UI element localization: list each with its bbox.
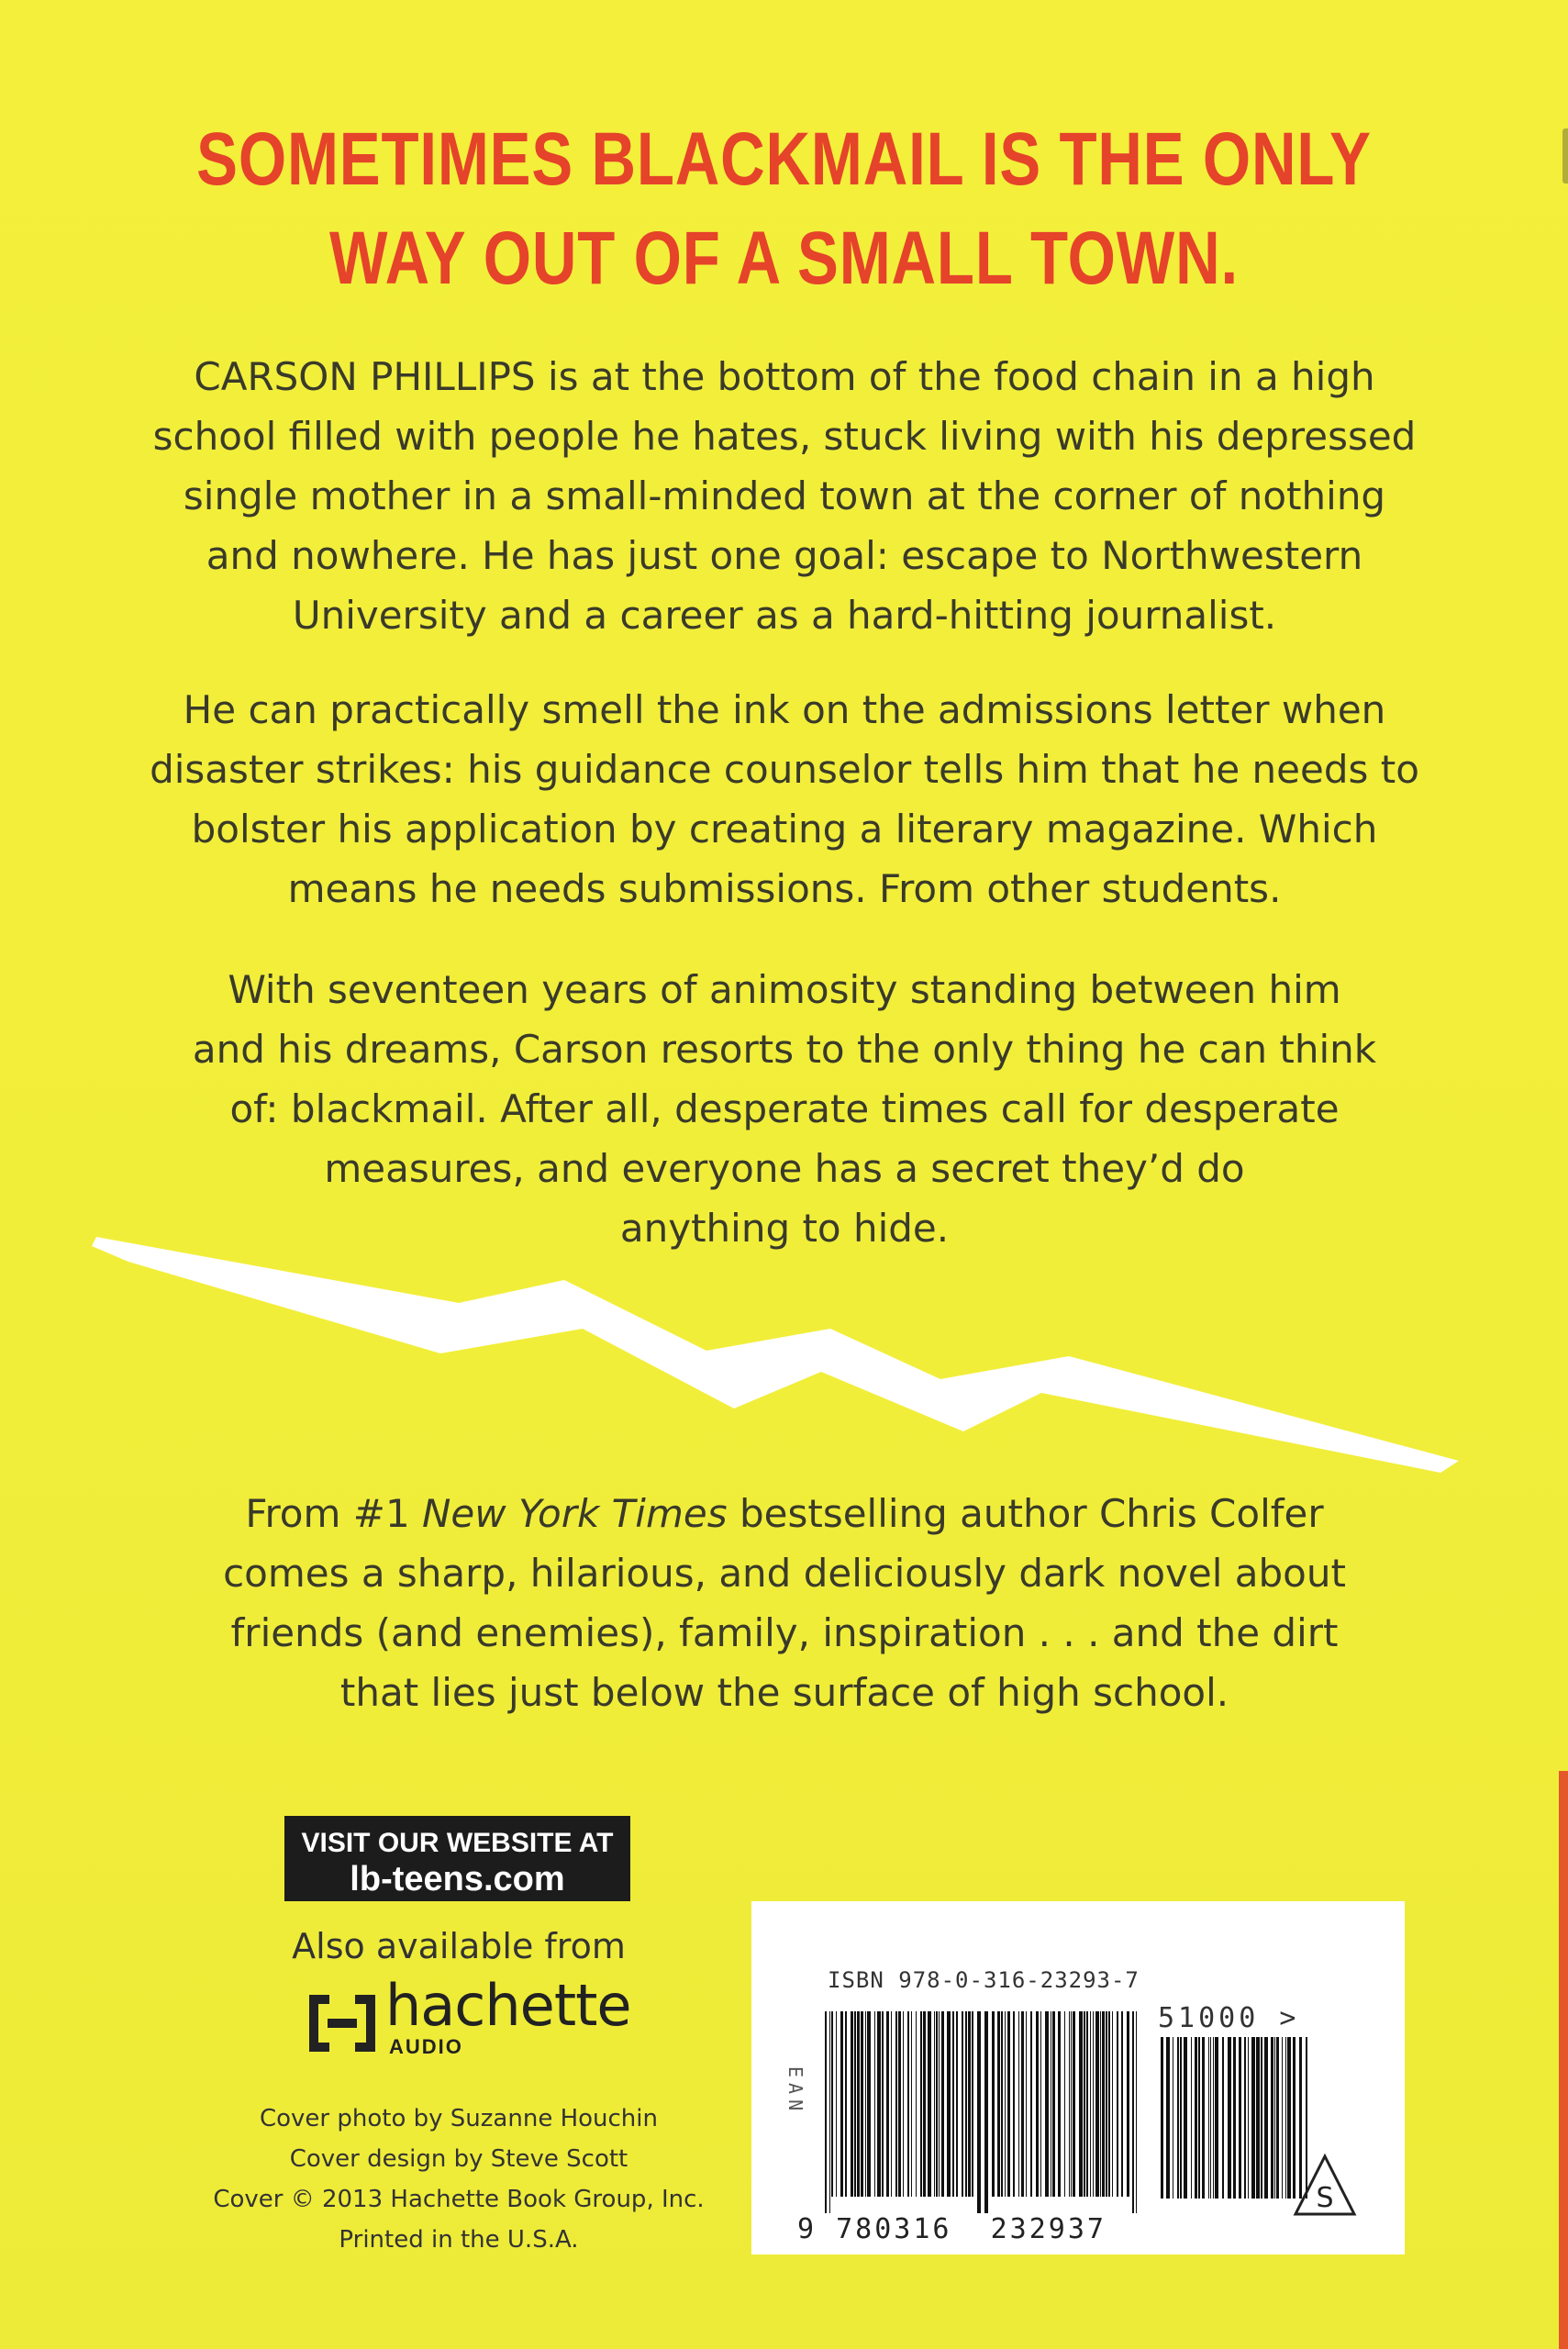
blurb-paragraph-4: [119, 1484, 1450, 1722]
blurb-line: anything to hide.: [619, 1206, 950, 1251]
blurb-line: that lies just below the surface of high school.: [339, 1670, 1229, 1715]
blurb-line: CARSON PHILLIPS is at the bottom of the food chain in a high: [194, 354, 1375, 399]
blurb-line: He can practically smell the ink on the admissions letter when: [183, 687, 1386, 732]
blurb-text: bestselling author Chris Colfer: [727, 1491, 1324, 1536]
headline-line-2: WAY OUT OF A SMALL TOWN.: [329, 217, 1239, 300]
credit-line: Cover photo by Suzanne Houchin: [259, 2105, 658, 2132]
website-box: [284, 1816, 630, 1901]
cover-credits: [174, 2099, 743, 2260]
blurb-line: of: blackmail. After all, desperate times call for desperate: [229, 1086, 1340, 1131]
blurb-line: school filled with people he hates, stuck living with his depressed: [152, 414, 1417, 459]
lightning-bolt-graphic: [0, 1211, 1568, 1505]
website-url: lb-teens.com: [350, 1860, 565, 1898]
blurb-text: From #1: [245, 1491, 423, 1536]
newspaper-title: New York Times: [422, 1491, 728, 1536]
blurb-line: and nowhere. He has just one goal: escape to Northwestern: [206, 533, 1363, 578]
isbn-number: ISBN 978-0-316-23293-7: [828, 1967, 1140, 1993]
price-code: 51000 >: [1158, 2002, 1300, 2034]
s-mark-letter: S: [1316, 2182, 1334, 2214]
ean-label: EAN: [784, 2066, 806, 2117]
blurb-line: friends (and enemies), family, inspiration . . . and the dirt: [230, 1610, 1339, 1655]
credit-line: Printed in the U.S.A.: [339, 2226, 579, 2254]
bolt-shape: [92, 1237, 1459, 1473]
spine-notch: [1562, 128, 1568, 184]
headline-line-1: SOMETIMES BLACKMAIL IS THE ONLY: [196, 117, 1372, 201]
blurb-line: [119, 1484, 1450, 1543]
ean-barcode: [825, 2011, 1137, 2213]
blurb-line: single mother in a small-minded town at the corner of nothing: [183, 473, 1386, 518]
blurb-line: means he needs submissions. From other students.: [287, 866, 1282, 911]
hachette-audio-label: AUDIO: [389, 2035, 463, 2058]
credit-line: Cover © 2013 Hachette Book Group, Inc.: [213, 2186, 705, 2213]
blurb-line: and his dreams, Carson resorts to the only thing he can think: [192, 1027, 1377, 1072]
website-label: VISIT OUR WEBSITE AT: [301, 1828, 614, 1858]
s-triangle-mark: [1293, 2154, 1357, 2218]
addon-barcode: [1161, 2037, 1307, 2215]
credit-line: Cover design by Steve Scott: [289, 2145, 628, 2173]
barcode-panel: [751, 1901, 1405, 2254]
blurb-line: bolster his application by creating a literary magazine. Which: [191, 807, 1378, 852]
blurb-paragraph-1: [119, 347, 1450, 645]
spine-edge: [1559, 1771, 1568, 2349]
also-available-text: Also available from: [292, 1926, 626, 1966]
hachette-wordmark: hachette: [385, 1972, 631, 2039]
blurb-line: comes a sharp, hilarious, and deliciously dark novel about: [223, 1551, 1346, 1596]
headline: [141, 110, 1427, 308]
ean-digits: 9 780316 232937: [797, 2213, 1106, 2245]
blurb-paragraph-2: [119, 680, 1450, 918]
blurb-line: measures, and everyone has a secret they’d do: [324, 1146, 1245, 1191]
blurb-line: With seventeen years of animosity standing between him: [228, 967, 1341, 1012]
blurb-line: disaster strikes: his guidance counselor tells him that he needs to: [150, 747, 1419, 792]
blurb-line: University and a career as a hard-hitting journalist.: [292, 593, 1277, 638]
